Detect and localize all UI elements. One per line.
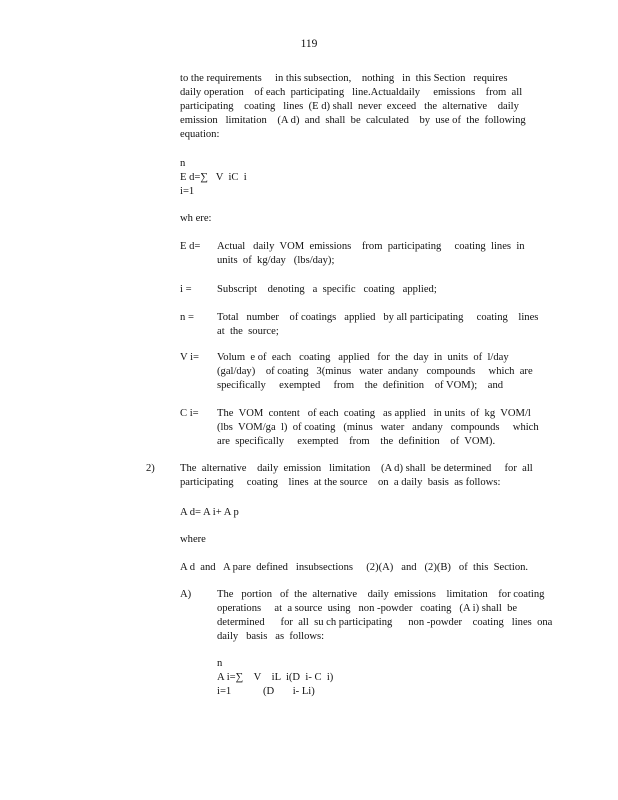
definition-text: Subscript denoting a specific coating applied; [217, 284, 437, 295]
equation-lower-limit: i=1 [180, 186, 195, 197]
definition-text: Volum e of each coating applied for the day in units of l/day (gal/day) of coating 3(minus water andany compounds which are specifically exempted from the definition of VOM); and [217, 352, 533, 391]
item-a-paragraph: The portion of the alternative daily emissions limitation for coating operations at a source using non -powder coating (A i) shall be determined for all su ch participating non -powder coating lines ona daily basis as follows: [217, 589, 553, 642]
page-number: 119 [300, 38, 318, 50]
definition-term: V i= [180, 352, 200, 363]
intro-paragraph [180, 72, 525, 142]
equation-upper-limit: n [180, 158, 186, 169]
definition-text: The VOM content of each coating as applied in units of kg VOM/l (lbs VOM/ga l) of coating (minus water andany compounds which are specifically exempted from the definition of VOM). [217, 408, 539, 447]
intro-line: equation: [180, 129, 220, 140]
intro-line: to the requirements in this subsection, nothing in this Section requires [180, 73, 508, 84]
intro-line: emission limitation (A d) and shall be calculated by use of the following [180, 115, 526, 126]
item-2-paragraph: The alternative daily emission limitation (A d) shall be determined for all participating coating lines at the source on a daily basis as follows: [180, 463, 533, 488]
item-a-marker: A) [180, 589, 192, 600]
equation-denominator: (D i- Li) [263, 686, 315, 697]
intro-line: daily operation of each participating line.Actualdaily emissions from all [180, 87, 523, 98]
definition-term: C i= [180, 408, 199, 419]
definition-term: i = [180, 284, 192, 295]
equation-body: E d=∑ V iC i [180, 172, 247, 183]
where-label: wh ere: [180, 213, 212, 224]
definition-text: Total number of coatings applied by all participating coating lines at the source; [217, 312, 539, 337]
equation-body: A i=∑ V iL i(D i- C i) [217, 672, 334, 683]
equation-alternative-limit: A d= A i+ A p [180, 507, 239, 518]
equation-emissions [180, 157, 247, 199]
item-2-marker: 2) [146, 463, 155, 474]
defined-in-subsections: A d and A pare defined insubsections (2)(A) and (2)(B) of this Section. [180, 562, 529, 573]
intro-line: participating coating lines (E d) shall never exceed the alternative daily [180, 101, 519, 112]
equation-lower-limit: i=1 [217, 686, 232, 697]
equation-upper-limit: n [217, 658, 223, 669]
definition-term: n = [180, 312, 194, 323]
where-label: where [180, 534, 206, 545]
definition-term: E d= [180, 241, 201, 252]
definition-text: Actual daily VOM emissions from participating coating lines in units of kg/day (lbs/day); [217, 241, 525, 266]
